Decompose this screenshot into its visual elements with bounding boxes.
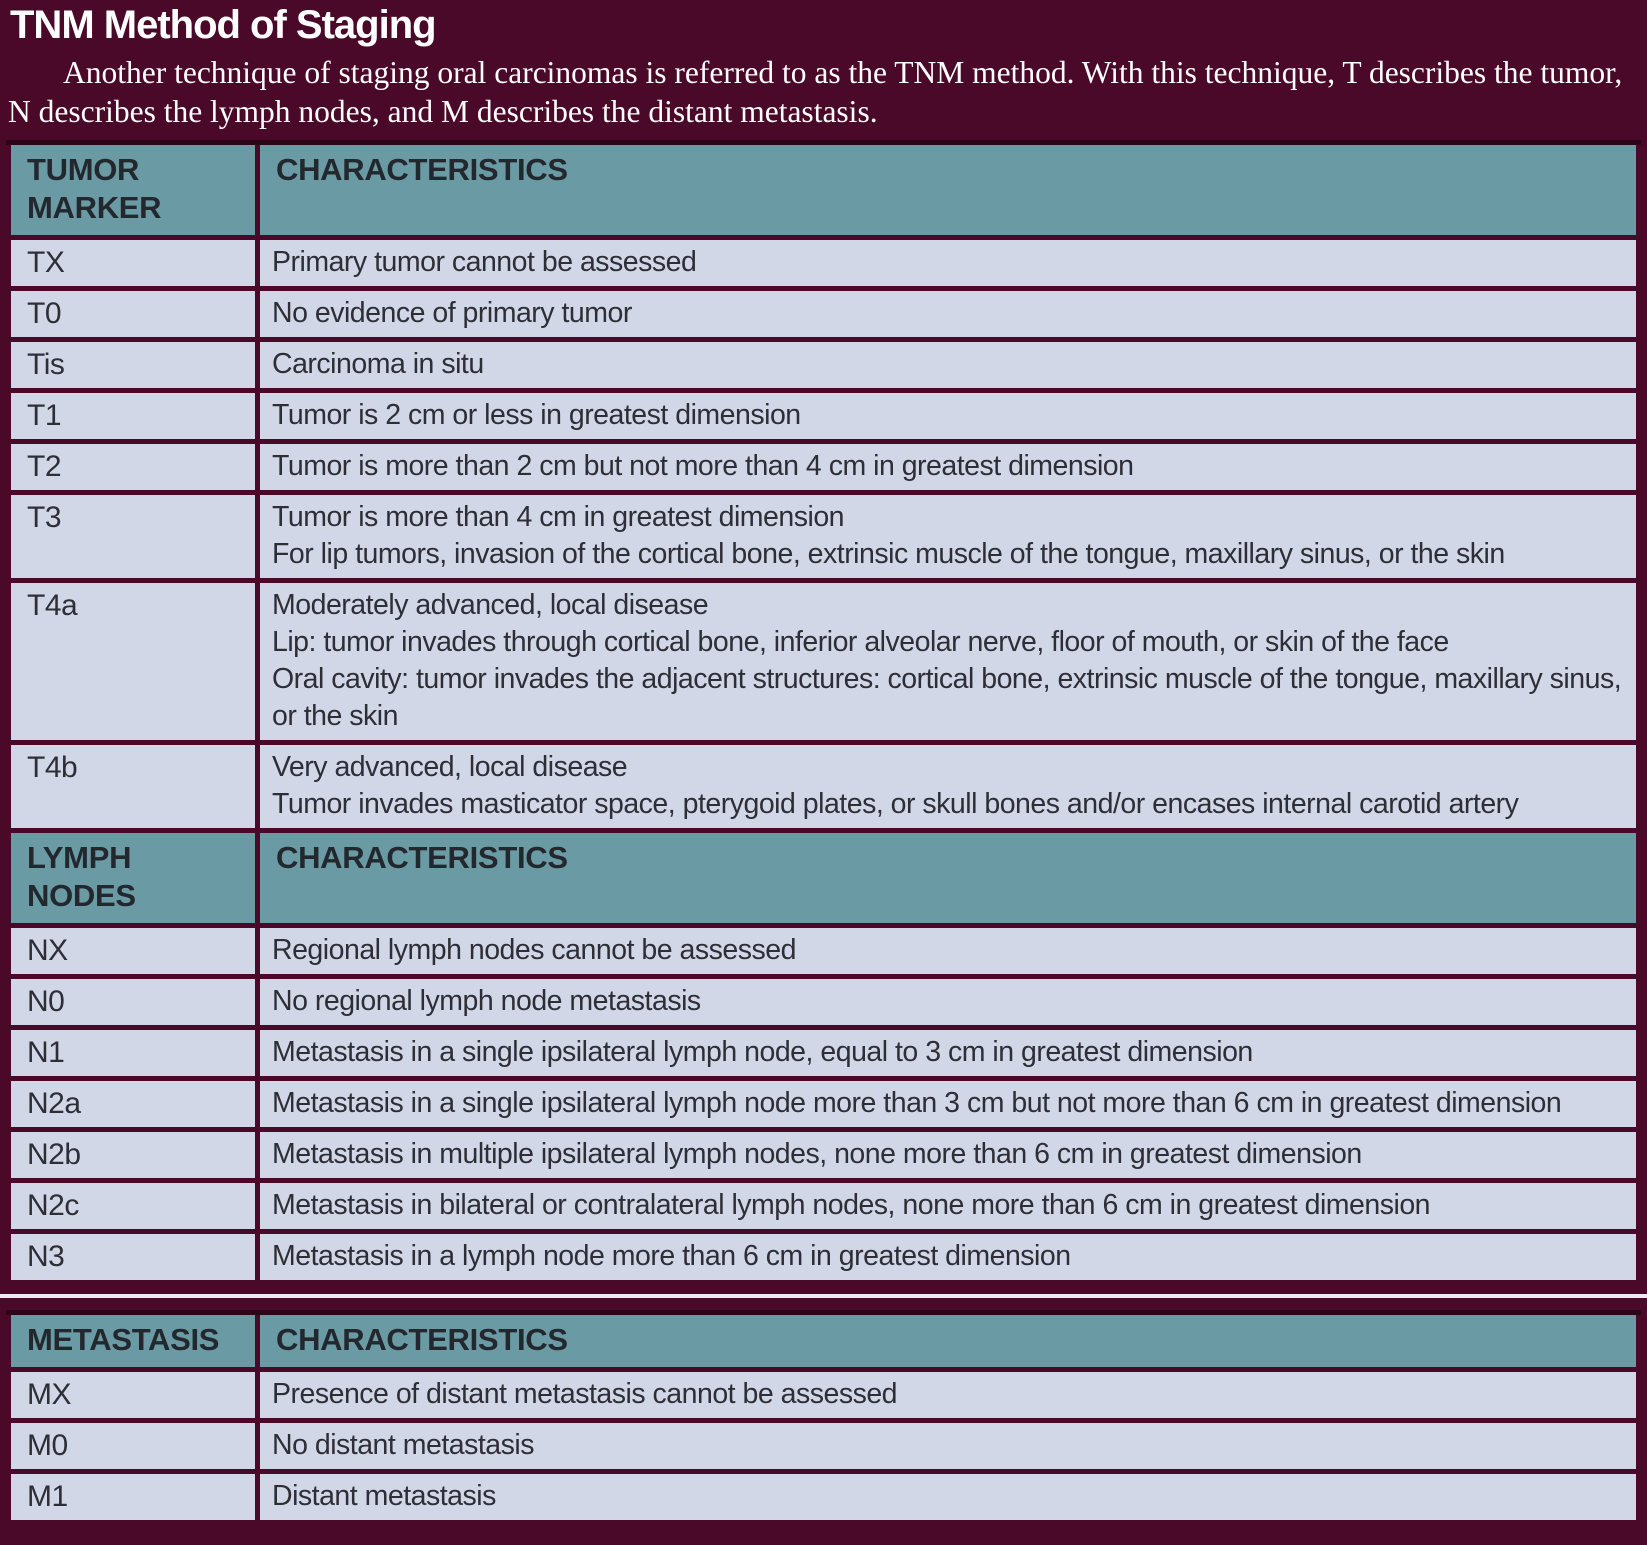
characteristics-cell	[258, 1130, 1639, 1181]
table-row-n2c	[9, 1181, 1639, 1232]
marker-cell: N1	[9, 1028, 258, 1079]
table-row-t1	[9, 391, 1639, 442]
characteristics-cell	[258, 289, 1639, 340]
table-row-tx	[9, 238, 1639, 289]
characteristic-line: Lip: tumor invades through cortical bone, inferior alveolar nerve, floor of mouth, or skin of the face	[272, 626, 1449, 658]
marker-cell: N0	[9, 977, 258, 1028]
marker-cell: T4b	[9, 743, 258, 831]
characteristic-line: Metastasis in multiple ipsilateral lymph nodes, none more than 6 cm in greatest dimension	[272, 1138, 1362, 1170]
page-title: TNM Method of Staging	[10, 3, 436, 47]
characteristics-cell	[258, 238, 1639, 289]
characteristic-line: Metastasis in bilateral or contralateral lymph nodes, none more than 6 cm in greatest dimension	[272, 1189, 1431, 1221]
metastasis-staging-table	[6, 1315, 1641, 1525]
header-characteristics: CHARACTERISTICS	[258, 1315, 1639, 1370]
table-row-mx	[9, 1370, 1639, 1421]
metastasis-table	[6, 1310, 1641, 1525]
marker-cell: N2a	[9, 1079, 258, 1130]
table-row-t2	[9, 442, 1639, 493]
table-row-n1	[9, 1028, 1639, 1079]
table-separator-line	[0, 1294, 1647, 1298]
characteristics-cell	[258, 1181, 1639, 1232]
characteristics-cell	[258, 442, 1639, 493]
marker-cell: NX	[9, 926, 258, 977]
characteristic-line: Tumor is more than 2 cm but not more than 4 cm in greatest dimension	[272, 450, 1134, 482]
marker-cell: M0	[9, 1421, 258, 1472]
characteristics-cell	[258, 1079, 1639, 1130]
marker-cell: MX	[9, 1370, 258, 1421]
table-row-tis	[9, 340, 1639, 391]
characteristic-line: Distant metastasis	[272, 1480, 496, 1512]
characteristic-line: Oral cavity: tumor invades the adjacent structures: cortical bone, extrinsic muscle of the tongue, maxillary sinus, or the skin	[272, 663, 1622, 732]
characteristics-cell	[258, 743, 1639, 831]
table-row-n0	[9, 977, 1639, 1028]
characteristics-cell	[258, 1028, 1639, 1079]
table-row-n3	[9, 1232, 1639, 1283]
page	[0, 2, 1647, 1525]
characteristic-line: Metastasis in a single ipsilateral lymph node, equal to 3 cm in greatest dimension	[272, 1036, 1253, 1068]
tumor-marker-header-row	[9, 145, 1639, 238]
marker-cell: T4a	[9, 581, 258, 743]
characteristics-cell	[258, 1370, 1639, 1421]
metastasis-header-row	[9, 1315, 1639, 1370]
marker-cell: T0	[9, 289, 258, 340]
characteristic-line: No regional lymph node metastasis	[272, 985, 701, 1017]
table-row-m1	[9, 1472, 1639, 1523]
marker-cell: TX	[9, 238, 258, 289]
characteristics-cell	[258, 977, 1639, 1028]
marker-cell: N2c	[9, 1181, 258, 1232]
characteristic-line: Presence of distant metastasis cannot be assessed	[272, 1378, 898, 1410]
table-row-n2b	[9, 1130, 1639, 1181]
marker-cell: T3	[9, 493, 258, 581]
characteristics-cell	[258, 340, 1639, 391]
characteristic-line: Moderately advanced, local disease	[272, 589, 709, 621]
characteristics-cell	[258, 493, 1639, 581]
marker-cell: M1	[9, 1472, 258, 1523]
tumor-and-lymph-node-table	[6, 140, 1641, 1285]
characteristics-cell	[258, 1232, 1639, 1283]
table-row-nx	[9, 926, 1639, 977]
characteristics-cell	[258, 926, 1639, 977]
marker-cell: N2b	[9, 1130, 258, 1181]
characteristics-cell	[258, 391, 1639, 442]
characteristic-line: No distant metastasis	[272, 1429, 534, 1461]
header-lymph-nodes: LYMPH NODES	[9, 831, 258, 926]
characteristics-cell	[258, 1472, 1639, 1523]
header-characteristics: CHARACTERISTICS	[258, 145, 1639, 238]
characteristic-line: Metastasis in a lymph node more than 6 cm in greatest dimension	[272, 1240, 1071, 1272]
table-row-t4b	[9, 743, 1639, 831]
characteristic-line: Metastasis in a single ipsilateral lymph node more than 3 cm but not more than 6 cm in greatest dimension	[272, 1087, 1562, 1119]
table-row-t3	[9, 493, 1639, 581]
characteristic-line: Tumor is more than 4 cm in greatest dimension	[272, 501, 845, 533]
characteristic-line: Tumor is 2 cm or less in greatest dimension	[272, 399, 801, 431]
table-row-t0	[9, 289, 1639, 340]
marker-cell: N3	[9, 1232, 258, 1283]
characteristic-line: Very advanced, local disease	[272, 751, 628, 783]
marker-cell: T2	[9, 442, 258, 493]
characteristic-line: Tumor invades masticator space, pterygoid plates, or skull bones and/or encases internal carotid artery	[272, 788, 1519, 820]
table-row-m0	[9, 1421, 1639, 1472]
characteristic-line: Primary tumor cannot be assessed	[272, 246, 697, 278]
characteristics-cell	[258, 581, 1639, 743]
marker-cell: T1	[9, 391, 258, 442]
marker-cell: Tis	[9, 340, 258, 391]
lymph-nodes-header-row	[9, 831, 1639, 926]
table-row-t4a	[9, 581, 1639, 743]
characteristics-cell	[258, 1421, 1639, 1472]
characteristic-line: No evidence of primary tumor	[272, 297, 632, 329]
characteristic-line: For lip tumors, invasion of the cortical bone, extrinsic muscle of the tongue, maxillary sinus, or the skin	[272, 538, 1505, 570]
characteristic-line: Carcinoma in situ	[272, 348, 484, 380]
table-row-n2a	[9, 1079, 1639, 1130]
characteristic-line: Regional lymph nodes cannot be assessed	[272, 934, 796, 966]
staging-table	[6, 145, 1641, 1285]
header-characteristics: CHARACTERISTICS	[258, 831, 1639, 926]
intro-paragraph: Another technique of staging oral carcinomas is referred to as the TNM method. With this technique, T describes the tumor, N describes the lymph nodes, and M describes the distant metastasis.	[8, 55, 1623, 129]
header-tumor-marker: TUMOR MARKER	[9, 145, 258, 238]
header-metastasis: METASTASIS	[9, 1315, 258, 1370]
